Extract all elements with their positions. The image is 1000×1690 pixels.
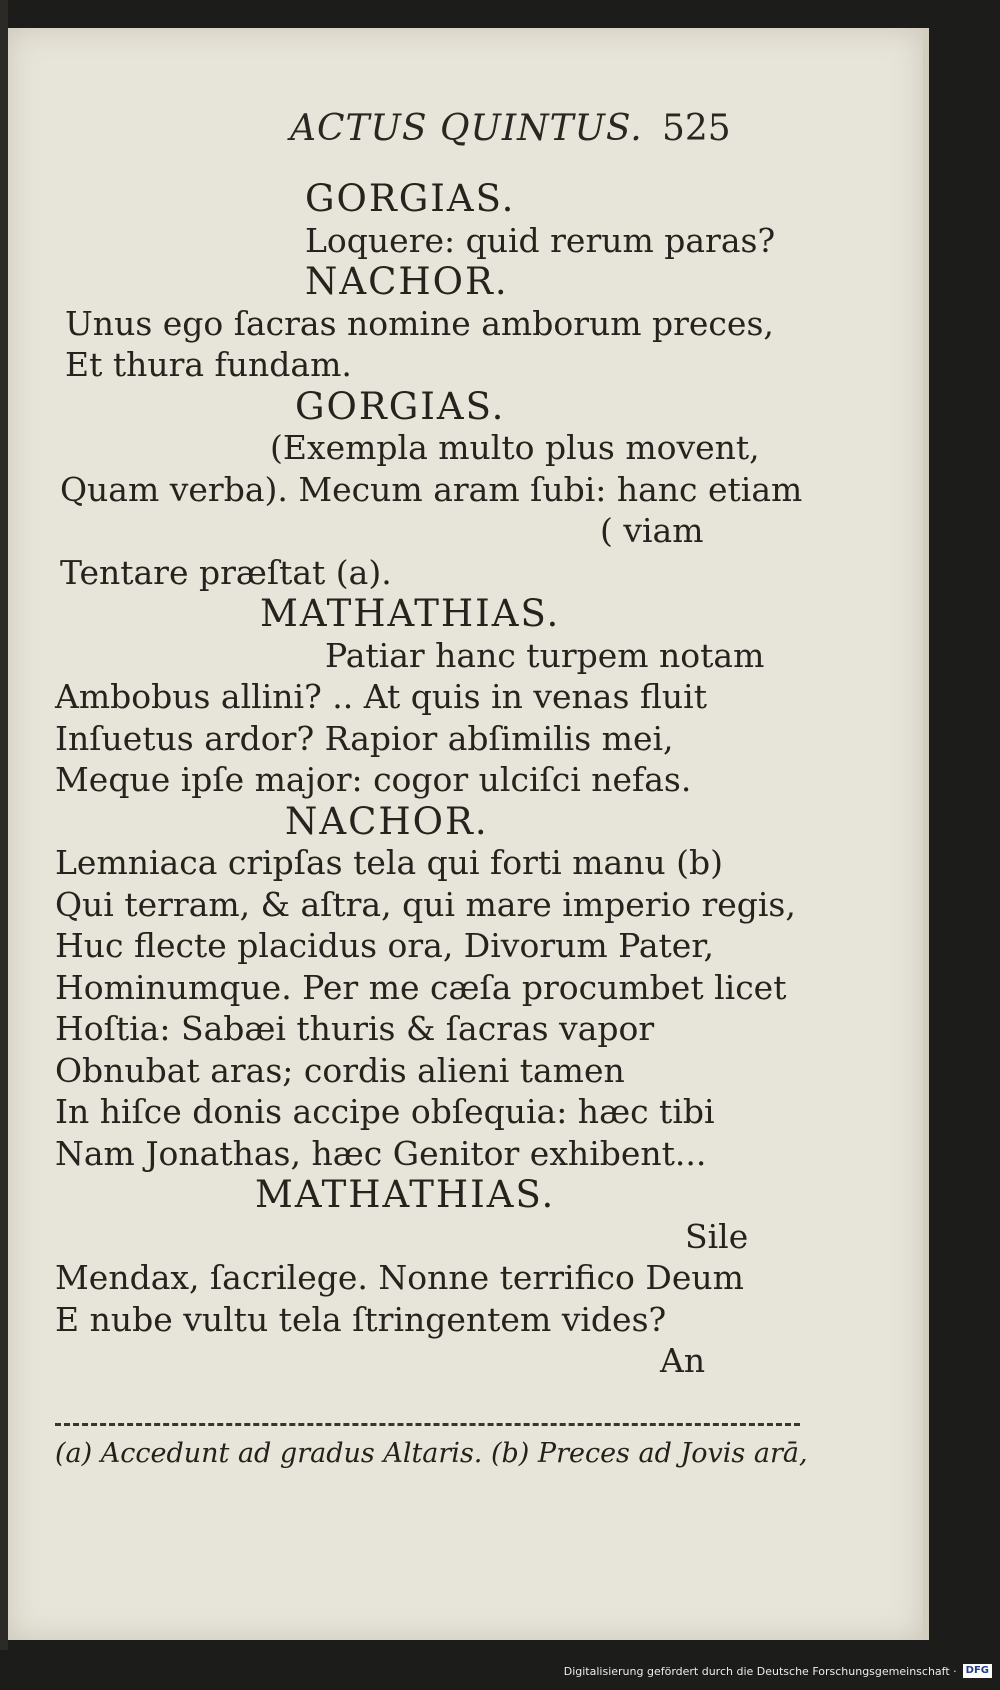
speaker-name: NACHOR.	[285, 799, 489, 843]
verse-line: Loquere: quid rerum paras?	[305, 220, 776, 260]
dfg-logo: DFG	[963, 1664, 992, 1678]
verse-line: Tentare præſtat (a).	[60, 552, 392, 592]
verse-line: ( viam	[600, 511, 704, 550]
speaker-name: MATHATHIAS.	[260, 592, 561, 635]
verse-line: Huc flecte placidus ora, Divorum Pater,	[55, 926, 714, 965]
verse-line: E nube vultu tela ſtringentem vides?	[55, 1299, 667, 1339]
verse-line: In hiſce donis accipe obſequia: hæc tibi	[55, 1092, 715, 1131]
verse-line: Inſuetus ardor? Rapior abſimilis mei,	[55, 718, 674, 758]
verse-line: Mendax, ſacrilege. Nonne terrifico Deum	[55, 1258, 744, 1297]
speaker-name: MATHATHIAS.	[255, 1173, 556, 1216]
verse-line: Obnubat aras; cordis alieni tamen	[55, 1050, 625, 1090]
book-spine	[0, 0, 8, 1650]
footnote-rule	[55, 1423, 800, 1426]
play-text	[55, 178, 815, 1382]
verse-line: Et thura fundam.	[65, 345, 352, 384]
verse-line: Nam Jonathas, hæc Genitor exhibent...	[55, 1133, 707, 1173]
verse-line: Quam verba). Mecum aram ſubi: hanc etiam	[60, 469, 803, 509]
speaker-name: NACHOR.	[305, 260, 509, 303]
verse-line: Ambobus allini? .. At quis in venas fluit	[55, 677, 707, 716]
verse-line: Hominumque. Per me cæſa procumbet licet	[55, 967, 787, 1007]
page-header	[290, 108, 770, 158]
verse-line: Unus ego ſacras nomine amborum preces,	[65, 303, 774, 343]
verse-line: Hoſtia: Sabæi thuris & ſacras vapor	[55, 1009, 655, 1048]
speaker-name: GORGIAS.	[305, 177, 516, 220]
verse-line: (Exempla multo plus movent,	[270, 428, 760, 467]
verse-line: Meque ipſe major: cogor ulciſci nefas.	[55, 760, 692, 799]
running-title: ACTUS QUINTUS.	[290, 108, 643, 149]
verse-line: Lemniaca cripſas tela qui forti manu (b)	[55, 843, 724, 882]
verse-line: Patiar hanc turpem notam	[325, 635, 765, 675]
speaker-name: GORGIAS.	[295, 384, 506, 428]
verse-line: Sile	[685, 1216, 749, 1256]
verse-line: An	[660, 1341, 706, 1380]
page-number: 525	[662, 108, 731, 149]
credit-text: Digitalisierung gefördert durch die Deutsche Forschungsgemeinschaft ·	[563, 1664, 957, 1678]
verse-line: Qui terram, & aſtra, qui mare imperio regis,	[55, 884, 796, 924]
footnote: (a) Accedunt ad gradus Altaris. (b) Preces ad Jovis arā,	[55, 1438, 808, 1469]
digitization-credit	[564, 1658, 992, 1684]
